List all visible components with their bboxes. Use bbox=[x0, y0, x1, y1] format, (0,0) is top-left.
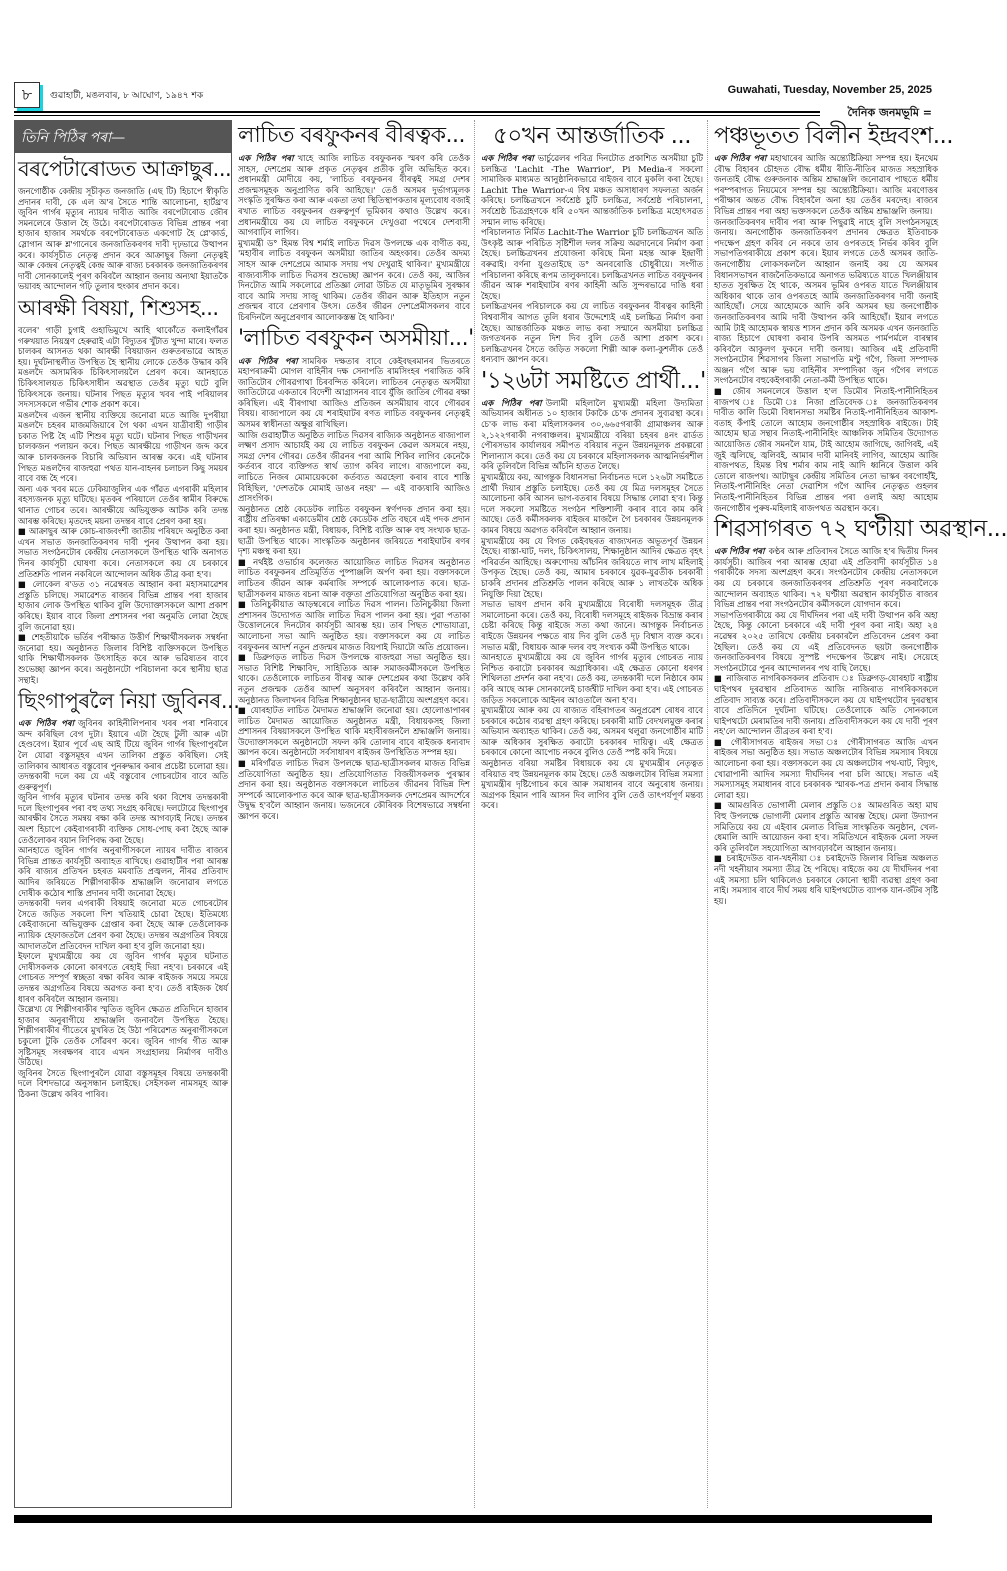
article-headline: বৰপেটাৰোডত আক্ৰাছুৰ... bbox=[18, 157, 232, 181]
article-headline: '১২৬টা সমষ্টিতে প্ৰাৰ্থী...' bbox=[481, 367, 706, 394]
article-paragraph bbox=[18, 845, 228, 898]
article-dateline: এক পিঠিৰ পৰা bbox=[481, 153, 534, 163]
paragraph-text: ■ আমগুৰিত ভোগালী মেলাৰ প্ৰস্তুতি ঃ আমগুৰিত অহা মাঘ বিহু উপলক্ষে ভোগালী মেলাৰ প্ৰস্তুতি আৰম্ভ হৈছে। মেলা উদ্যাপন সমিতিয়ে কয় যে এইবাৰ মেলাত বিভিন্ন সাংস্কৃতিক অনুষ্ঠান, খেল-ধেমালি আদি আয়োজন কৰা হ'ব। সমিতিখনে ৰাইজক মেলা সফল কৰি তুলিবলৈ সহযোগিতা আগবঢ়াবলৈ আহ্বান জনায়। bbox=[714, 800, 938, 853]
paragraph-text: অন্য এক খবৰ মতে ঢেকিয়াজুলিৰ এক গাঁৱত এগৰাকী মহিলাৰ ৰহস্যজনক মৃত্যু ঘটিছে। মৃতকৰ পৰিয়ালে তেওঁৰ স্বামীৰ বিৰুদ্ধে থানাত গোচৰ তৰে। আৰক্ষীয়ে অভিযুক্তক আটক কৰি তদন্ত আৰম্ভ কৰিছে। মৃতদেহ ময়না তদন্তৰ বাবে প্ৰেৰণ কৰা হয়। bbox=[18, 483, 228, 526]
article-paragraph bbox=[18, 526, 228, 579]
paragraph-text: উল্লেখ্য যে শিল্পীগৰাকীৰ স্মৃতিত জুবিন ক্ষেত্ৰত প্ৰতিদিনে হাজাৰ হাজাৰ অনুৰাগীয়ে শ্ৰদ্ধাঞ্জলি জনাবলৈ উপস্থিত হৈছে। শিল্পীগৰাকীৰ গীতেৰে মুখৰিত হৈ উঠা পৰিৱেশত অনুৰাগীসকলে চকুলো টুকি তেওঁক সোঁৱৰণ কৰে। জুবিন গাৰ্গৰ গীত আৰু সৃষ্টিসমূহ সংৰক্ষণৰ বাবে এখন সংগ্ৰহালয় নিৰ্মাণৰ দাবীও উঠিছে। bbox=[18, 1004, 228, 1068]
article-dateline: এক পিঠিৰ পৰা bbox=[18, 718, 75, 729]
article-paragraph bbox=[481, 536, 703, 600]
paragraph-text: ■ গৌৰীসাগৰত ৰাইজৰ সভা ঃ গৌৰীসাগৰত আজি এখন ৰাইজৰ সভা অনুষ্ঠিত হয়। সভাত অঞ্চলটোৰ বিভিন্ন সমস্যাৰ বিষয়ে আলোচনা কৰা হয়। বক্তাসকলে কয় যে অঞ্চলটোৰ পথ-ঘাট, বিদ্যুৎ, খোৱাপানী আদিৰ সমস্যা দীৰ্ঘদিনৰ পৰা চলি আছে। সভাত এই সমস্যাসমূহ সমাধানৰ বাবে চৰকাৰক স্মাৰক-পত্ৰ প্ৰদান কৰাৰ সিদ্ধান্ত লোৱা হয়। bbox=[714, 736, 938, 800]
page-header bbox=[14, 80, 932, 108]
paragraph-text: মুখ্যমন্ত্ৰীয়ে কয়, আগন্তুক বিধানসভা নিৰ্বাচনত দলে ১২৬টা সমষ্টিতে প্ৰাৰ্থী দিয়াৰ প্ৰস্তুতি চলাইছে। তেওঁ কয় যে মিত্ৰ দলসমূহৰ সৈতে আলোচনা কৰি আসন ভাগ-বতৰাৰ বিষয়ে সিদ্ধান্ত লোৱা হ'ব। কিন্তু দলে সকলো সমষ্টিতে সংগঠন শক্তিশালী কৰাৰ বাবে কাম কৰি আছে। তেওঁ কৰ্মীসকলক ৰাইজৰ মাজলৈ গৈ চৰকাৰৰ উন্নয়নমূলক কামৰ বিষয়ে অৱগত কৰিবলৈ আহ্বান জনায়। bbox=[481, 472, 703, 535]
paragraph-text: আনহাতে মুখ্যমন্ত্ৰীয়ে কয় যে জুবিন গাৰ্গৰ মৃত্যুৰ গোচৰত ন্যায় নিশ্চিত কৰাটো চৰকাৰৰ অগ্ৰাধিকাৰ। এই ক্ষেত্ৰত কোনো ধৰণৰ শিথিলতা প্ৰদৰ্শন কৰা নহ'ব। তেওঁ কয়, তদন্তকাৰী দলে নিষ্ঠাৰে কাম কৰি আছে আৰু সোনকালেই চাৰ্জশ্বীট দাখিল কৰা হ'ব। এই গোচৰত জড়িত সকলোকে আইনৰ আওতালৈ অনা হ'ব। bbox=[481, 652, 703, 705]
paragraph-text: জনজাতিকৰণৰ দাবীৰ পৰা আৰু পিছুৱাই নাহে বুলি সংগঠনসমূহে জনায়। অনগোষ্ঠীক জনজাতিকৰণ প্ৰদানৰ ক্ষেত্ৰত ইতিবাচক পদক্ষেপ গ্ৰহণ কৰিব নে নকৰে তাৰ ওপৰতহে নিৰ্ভৰ কৰিব বুলি সভাপতিগৰাকীয়ে প্ৰকাশ কৰে। ইয়াৰ লগতে তেওঁ অসমৰ জাতি-জনগোষ্ঠীয় লোকসকললৈ আহ্বান জনাই কয় যে অসমৰ বিধানসভাখন ৰাজনৈতিকভাৱে অনাগত ভৱিষ্যতে যাতে খিলঞ্জীয়াৰ হাতত সুৰক্ষিত হৈ থাকে, অসমৰ ভূমিৰ ওপৰত যাতে খিলঞ্জীয়াৰ অধিকাৰ থাকে তাৰ ওপৰতহে আমি জনজাতিকৰণৰ দাবী জনাই আহিছোঁ। সেয়ে আহোমকে আদি কৰি অসমৰ ছয় জনগোষ্ঠীক জনজাতিকৰণৰ আমি দাবী উত্থাপন কৰি আহিছোঁ। ইয়াৰ লগতে আমি টাই আহোমক স্বায়ত্ত শাসন প্ৰদান কৰি অসমক এখন জনজাতি ৰাজ্য হিচাপে ঘোষণা কৰাৰ উপৰি অসমত পাৰ্মপৰ্মলে বাৰম্বাৰ কৰিবলৈ আকুলণ ফুকনে দাবী জনায়। আজিৰ এই প্ৰতিবাদী সংগঠনটোৰ শিৱসাগৰ জিলা সভাপতি মণ্টু গগৈ, জিলা সম্পাদক অঞ্জন গগৈ আৰু ভয় বাহিনীৰ সম্পাদিকা জুন গগৈৰ লগতে সংগঠনটোৰ বহুকেইগৰাকী নেতা-কৰ্মী উপস্থিত থাকে। bbox=[714, 216, 938, 386]
article-paragraph bbox=[481, 472, 703, 536]
article-dateline: এক পিঠিৰ পৰা bbox=[714, 546, 765, 557]
article-paragraph bbox=[238, 758, 470, 822]
article-paragraph bbox=[18, 898, 228, 951]
paragraph-text: মহাথাৰেৰ আজি অন্ত্যেষ্টিক্ৰিয়া সম্পন্ন হয়। ইনথেম বৌদ্ধ বিহাৰৰ চৌহদত বৌদ্ধ ধৰ্মীয় ৰীতি-নীতিৰ মাজত সহস্ৰাধিক জনতাই বৌদ্ধ গুৰুজনাক অন্তিম শ্ৰদ্ধাঞ্জলি জনোৱাৰ পাছতে ধৰ্মীয় পৰম্পৰাগত নিয়মেৰে সম্পন্ন হয় অন্ত্যেষ্টিক্ৰিয়া। আজি মৰণোত্তৰ পৰীক্ষাৰ অন্তত বৌদ্ধ বিহাৰলৈ অনা হয় তেওঁৰ মৰদেহ। ৰাজ্যৰ বিভিন্ন প্ৰান্তৰ পৰা অহা ভক্তসকলে তেওঁক অন্তিম শ্ৰদ্ধাঞ্জলি জনায়। bbox=[714, 153, 939, 216]
article-paragraph bbox=[18, 484, 228, 526]
paragraph-text: জুবিনৰ সৈতে ছিংগাপুৰলৈ যোৱা বস্তুসমূহৰ বিষয়ে তদন্তকাৰী দলে বিশদভাৱে অনুসন্ধান চলাইছে। সেইসকল নামসমূহ আৰু ঠিকনা উল্লেখ কৰিব পাৰিব। bbox=[18, 1067, 228, 1099]
paragraph-text: চলচ্চিত্ৰখনৰ পৰিচালকে কয় যে লাচিত বৰফুকনৰ বীৰত্বৰ কাহিনী বিশ্ববাসীৰ আগত তুলি ধৰাৰ উদ্দেশ্যেই এই চলচ্চিত্ৰ নিৰ্মাণ কৰা হৈছে। আন্তৰ্জাতিক মঞ্চত লাভ কৰা সন্মানে অসমীয়া চলচ্চিত্ৰ জগতখনক নতুন দিশ দিব বুলি তেওঁ আশা প্ৰকাশ কৰে। চলচ্চিত্ৰখনৰ সৈতে জড়িত সকলো শিল্পী আৰু কলা-কুশলীক তেওঁ ধন্যবাদ জ্ঞাপন কৰে। bbox=[481, 301, 703, 365]
paragraph-text: উলামী মহিলালৈ মুখ্যমন্ত্ৰী মহিলা উদ্যমিতা অভিযানৰ অধীনত ১০ হাজাৰ টকাকৈ চে'ক প্ৰদানৰ সুব্যৱস্থা কৰে। চে'ক লাভ কৰা মহিলাসকলৰ ৩০,৬৬৫গৰাকী গ্ৰামাঞ্চলৰ আৰু ২,১২২গৰাকী নগৰাঞ্চলৰ। মুখ্যমন্ত্ৰীয়ে বৰিয়া চহৰৰ ৪নং ৱাৰ্ডত পৌৰসভাৰ কাৰ্যালয়ৰ সমীপত বৰিয়াৰ নতুন উন্নয়নমূলক প্ৰকল্পৰো শিলান্যাস কৰে। তেওঁ কয় যে চৰকাৰে মহিলাসকলক আত্মনিৰ্ভৰশীল কৰি তুলিবলৈ বিভিন্ন আঁচনি হাতত লৈছে। bbox=[481, 397, 703, 472]
article-paragraph bbox=[714, 546, 938, 610]
paragraph-text: ইফালে মুখ্যমন্ত্ৰীয়ে কয় যে জুবিন গাৰ্গৰ মৃত্যুৰ ঘটনাত দোষীসকলক কোনো কাৰণতে ৰেহাই দিয়া নহ'ব। চৰকাৰে এই গোচৰত সম্পূৰ্ণ স্বচ্ছতা ৰক্ষা কৰিব আৰু ৰাইজক সময়ে সময়ে তদন্তৰ অগ্ৰগতিৰ বিষয়ে অৱগত কৰা হ'ব। তেওঁ ৰাইজক ধৈৰ্য ধাৰণ কৰিবলৈ আহ্বান জনায়। bbox=[18, 951, 228, 1004]
article-headline: আৰক্ষী বিষয়া, শিশুসহ... bbox=[18, 295, 219, 320]
article-paragraph bbox=[481, 398, 703, 472]
article-paragraph bbox=[714, 853, 938, 906]
article-paragraph bbox=[18, 186, 228, 292]
article bbox=[18, 687, 240, 1099]
paragraph-text: ■ লোকেল ৰ'ডত ৩১ নৱেম্বৰত আহ্বান কৰা মহাসমাৱেশৰ প্ৰস্তুতি চলিছে। সমাৱেশত ৰাজ্যৰ বিভিন্ন প্ৰান্তৰ পৰা হাজাৰ হাজাৰ লোক উপস্থিত থাকিব বুলি উদ্যোক্তাসকলে আশা প্ৰকাশ কৰিছে। ইয়াৰ বাবে জিলা প্ৰশাসনৰ পৰা অনুমতি লোৱা হৈছে বুলি জনোৱা হয়। bbox=[18, 579, 228, 632]
header-rule bbox=[14, 111, 820, 116]
article-paragraph bbox=[238, 599, 470, 652]
article bbox=[18, 294, 228, 685]
article-paragraph bbox=[238, 356, 470, 430]
paragraph-text: অনুষ্ঠানত শ্ৰেষ্ঠ কেডেটক লাচিত বৰফুকন স্বৰ্ণপদক প্ৰদান কৰা হয়। ৰাষ্ট্ৰীয় প্ৰতিৰক্ষা একাডেমীৰ শ্ৰেষ্ঠ কেডেটক প্ৰতি বছৰে এই পদক প্ৰদান কৰা হয়। অনুষ্ঠানত মন্ত্ৰী, বিধায়ক, বিশিষ্ট ব্যক্তি আৰু বহু সংখ্যক ছাত্ৰ-ছাত্ৰী উপস্থিত থাকে। সাংস্কৃতিক অনুষ্ঠানৰ জৰিয়তে শৰাইঘাটৰ ৰণৰ দৃশ্য মঞ্চস্থ কৰা হয়। bbox=[238, 503, 470, 557]
column-3 bbox=[481, 120, 708, 1508]
paragraph-text: অনুষ্ঠানত বৰিয়া সমষ্টিৰ বিধায়কে কয় যে মুখ্যমন্ত্ৰীৰ নেতৃত্বত বৰিয়াত বহু উন্নয়নমূলক কাম হৈছে। তেওঁ অঞ্চলটোৰ বিভিন্ন সমস্যা মুখ্যমন্ত্ৰীৰ দৃষ্টিগোচৰ কৰে আৰু সমাধানৰ বাবে অনুৰোধ জনায়। অগ্ৰপক হিমান পাৰি আসন দিব লাগিব বুলি তেওঁ তাৎপৰ্যপূৰ্ণ মন্তব্য কৰে। bbox=[481, 758, 703, 811]
paragraph-text: ■ জৌৰ সমনলেৰে উত্তাল হ'ল ডিমৌৰ নিতাই-পানীনিহিতৰ ৰাজপথ ঃ ডিমৌ ঃ নিজা প্ৰতিবেদক ঃ জনজাতিকৰণৰ দাবীত কালি ডিমৌ বিধানসভা সমষ্টিৰ নিতাই-পানীনিহিতৰ আকাশ-বতাহ কঁপাই তোলে আহোম জনগোষ্ঠীৰ সহস্ৰাধিক ৰাইজে। টাই আহোম ছাত্ৰ সন্থাৰ নিতাই-পানীনিহিং আঞ্চলিক সমিতিৰ উদ্যোগত আয়োজিত জৌৰ সমনলৈ যাম, টাই আহোম জাগিছে, জাগিবই, এই জুই জ্বলিছে, জ্বলিবই, আমাৰ দাবী মানিবই লাগিব, আহোম আজি ৰাজপথত, হিমন্ত বিশ্ব শৰ্মাৰ কাম নাই আদি ধ্বনিৰে উত্তাল কৰি তোলে ৰাজপথ। আটাছুৰ কেন্দ্ৰীয় সমিতিৰ নেতা ভাস্কৰ বৰগোহাঁই, নিতাই-পানীনিহিং নেতা দেৱাশিস গগৈ আদিৰ নেতৃত্বত গুহলৰ নিতাই-পানীনিহিতৰ বিভিন্ন প্ৰান্তৰ পৰা ওলাই অহা আহোম জনগোষ্ঠীৰ পুৰুষ-মহিলাই ৰাজপথত অৱস্থান কৰে। bbox=[714, 386, 938, 513]
paragraph-text: মুখ্যমন্ত্ৰীয়ে কয় যে বিগত কেইবছৰত ৰাজ্যখনত অভূতপূৰ্ব উন্নয়ন হৈছে। ৰাস্তা-ঘাট, দলং, চিকিৎসালয়, শিক্ষানুষ্ঠান আদিৰ ক্ষেত্ৰত বৃহৎ পৰিৱৰ্তন আহিছে। অৰুণোদয় আঁচনিৰ জৰিয়তে লাখ লাখ মহিলাই উপকৃত হৈছে। তেওঁ কয়, আমাৰ চৰকাৰে যুৱক-যুৱতীক চৰকাৰী চাকৰি প্ৰদানৰ প্ৰতিশ্ৰুতি পালন কৰিছে আৰু ১ লাখতকৈ অধিক নিযুক্তি দিয়া হৈছে। bbox=[481, 535, 703, 599]
article-paragraph bbox=[714, 153, 938, 217]
paragraph-text: ■ চৰাইদেউত বান-খহনীয়া ঃ চৰাইদেউ জিলাৰ বিভিন্ন অঞ্চলত নদী খহনীয়াৰ সমস্যা তীব্ৰ হৈ পৰিছে। ৰাইজে কয় যে দীৰ্ঘদিনৰ পৰা এই সমস্যা চলি থাকিলেও চৰকাৰে কোনো স্থায়ী ব্যৱস্থা গ্ৰহণ কৰা নাই। সমস্যাৰ বাবে দীৰ্ঘ সময় ধৰি ঘাইপথটোত ব্যাপক যান-জঁটৰ সৃষ্টি হয়। bbox=[714, 853, 938, 906]
article-dateline: এক পিঠিৰ পৰা bbox=[238, 355, 298, 366]
column-4 bbox=[714, 120, 1007, 1508]
article-paragraph bbox=[714, 673, 938, 737]
article bbox=[714, 122, 954, 513]
paragraph-text: কণ্ঠৰ আৰু প্ৰতিবাদৰ সৈতে আজি হ'ৰ দ্বিতীয় দিনৰ কাৰ্যসূচী। আজিৰ পৰা আৰম্ভ হোৱা এই প্ৰতিবাদী কাৰ্যসূচীত ১৪ গৰাকীকৈ সদস্য অংশগ্ৰহণ কৰে। সংগঠনটোৰ কেন্দ্ৰীয় নেতাসকলে কয় যে চৰকাৰে জনজাতিকৰণৰ প্ৰতিশ্ৰুতি পূৰণ নকৰালৈকে আন্দোলন অব্যাহত থাকিব। ৭২ ঘণ্টীয়া অৱস্থান কাৰ্যসূচীত ৰাজ্যৰ বিভিন্ন প্ৰান্তৰ পৰা সংগঠনটোৰ কৰ্মীসকলে যোগদান কৰে। bbox=[714, 546, 938, 610]
article-headline: ছিংগাপুৰলৈ নিয়া জুবিনৰ... bbox=[18, 689, 240, 714]
paragraph-text: সামৰিক দক্ষতাৰ বাবে কেইবছৰমানৰ ভিতৰতে মহাপৰাক্ৰমী মোগল বাহিনীৰ দক্ষ সেনাপতি ৰামসিংহৰ পৰাজিত কৰি জাতিটোৰ গৌৰৱগাথা চিৰবন্দিত কৰিলে। লাচিতৰ নেতৃত্বত অসমীয়া জাতিটোৱে একতাৰে বিদেশী আগ্ৰাসনৰ বাবে যুঁজি জাতিৰ গৌৰৱ ৰক্ষা কৰিছিল। এই বীৰগাথা আজিও প্ৰতিজন অসমীয়াৰ বাবে গৌৰৱৰ বিষয়। ৰাজ্যপালে কয় যে শৰাইঘাটৰ ৰণত লাচিত বৰফুকনৰ নেতৃত্বই অসমৰ স্বাধীনতা অক্ষুণ্ণ ৰাখিছিল। bbox=[238, 355, 470, 430]
article-paragraph bbox=[18, 792, 228, 845]
columns bbox=[14, 120, 1007, 1508]
paragraph-text: ■ আক্ৰাছুৰ আৰু কোচ-ৰাজবংশী জাতীয় পৰিষদে অনুষ্ঠিত কৰা এখন সভাত জনজাতিকৰণৰ দাবী পুনৰ উত্থাপন কৰা হয়। সভাত সংগঠনটোৰ কেন্দ্ৰীয় নেতাসকলে উপস্থিত থাকি অনাগত দিনৰ কাৰ্যসূচী ঘোষণা কৰে। নেতাসকলে কয় যে চৰকাৰে প্ৰতিশ্ৰুতি পালন নকৰিলে আন্দোলন অধিক তীব্ৰ কৰা হ'ব। bbox=[18, 526, 228, 579]
page-number: ৮ bbox=[14, 82, 40, 108]
article-headline: লাচিত বৰফুকনৰ বীৰত্বক... bbox=[238, 123, 465, 148]
article-paragraph bbox=[238, 430, 470, 504]
article-paragraph bbox=[18, 951, 228, 1004]
article bbox=[238, 325, 474, 822]
paragraph-text: মুখ্যমন্ত্ৰীয়ে আৰু কয় যে ৰাজ্যত বহিৰাগতৰ অনুপ্ৰৱেশ ৰোধৰ বাবে চৰকাৰে কঠোৰ ব্যৱস্থা গ্ৰহণ কৰিছে। চৰকাৰী মাটি বেদখলমুক্ত কৰাৰ অভিযান অব্যাহত থাকিব। তেওঁ কয়, অসমৰ থলুৱা জনগোষ্ঠীৰ মাটি আৰু অধিকাৰ সুৰক্ষিত কৰাটো চৰকাৰৰ দায়িত্ব। এই ক্ষেত্ৰত চৰকাৰে কোনো আপোচ নকৰে বুলিও তেওঁ স্পষ্ট কৰি দিয়ে। bbox=[481, 705, 703, 758]
paragraph-text: তদন্তকাৰী দলৰ এগৰাকী বিষয়াই জনোৱা মতে গোচৰটোৰ সৈতে জড়িত সকলো দিশ খতিয়াই চোৱা হৈছে। ইতিমধ্যে কেইবাজনো অভিযুক্তক গ্ৰেপ্তাৰ কৰা হৈছে আৰু তেওঁলোকক ন্যায়িক হেফাজতলৈ প্ৰেৰণ কৰা হৈছে। তদন্তৰ অগ্ৰগতিৰ বিষয়ে আদালতলৈ প্ৰতিবেদন দাখিল কৰা হ'ব বুলি জনোৱা হয়। bbox=[18, 898, 228, 951]
article-paragraph bbox=[481, 652, 703, 705]
paragraph-text: মুখ্যমন্ত্ৰী ড° হিমন্ত বিশ্ব শৰ্মাই লাচিত দিৱস উপলক্ষে এক বাণীত কয়, 'মহাবীৰ লাচিত বৰফুকন অসমীয়া জাতিৰ অহংকাৰ। তেওঁৰ অদম্য সাহস আৰু দেশপ্ৰেমে আমাক সদায় পথ দেখুৱাই থাকিব।' মুখ্যমন্ত্ৰীয়ে ৰাজ্যবাসীক লাচিত দিৱসৰ শুভেচ্ছা জ্ঞাপন কৰে। তেওঁ কয়, আজিৰ দিনটোত আমি সকলোৱে প্ৰতিজ্ঞা লোৱা উচিত যে মাতৃভূমিৰ সুৰক্ষাৰ বাবে আমি সদায় সাজু থাকিম। তেওঁৰ জীৱন আৰু ইতিহাস নতুন প্ৰজন্মৰ বাবে প্ৰেৰণাৰ উৎস। তেওঁৰ জীৱন দেশপ্ৰেমীসকলৰ বাবে চিৰদিনলৈ অনুপ্ৰেৰণাৰ আলোকস্তম্ভ হৈ থাকিব।' bbox=[238, 237, 470, 322]
paragraph-text: আজি গুৱাহাটীত অনুষ্ঠিত লাচিত দিৱসৰ ৰাজ্যিক অনুষ্ঠানত ৰাজ্যপাল লক্ষ্মণ প্ৰসাদ আচাৰ্যই কয় যে লাচিত বৰফুকন কেৱল অসমৰে নহয়, সমগ্ৰ দেশৰ গৌৰৱ। তেওঁৰ জীৱনৰ পৰা আমি শিকিব লাগিব কেনেকৈ কৰ্তব্যৰ বাবে ব্যক্তিগত স্বাৰ্থ ত্যাগ কৰিব লাগে। ৰাজ্যপালে কয়, লাচিতে নিজৰ মোমায়েককো কৰ্তব্যত অৱহেলা কৰাৰ বাবে শাস্তি বিহিছিল, 'দেশতকৈ মোমাই ডাঙৰ নহয়' — এই বাক্যষাৰি আজিও প্ৰাসংগিক। bbox=[238, 429, 470, 504]
paragraph-text: ■ নাজিৰাত নাগৰিকসকলৰ প্ৰতিবাদ ঃ ডিব্ৰুগড়-যোৰহাট ৰাষ্ট্ৰীয় ঘাইপথৰ দুৰৱস্থাৰ প্ৰতিবাদত আজি নাজিৰাত নাগৰিকসকলে প্ৰতিবাদ সাব্যস্ত কৰে। প্ৰতিবাদীসকলে কয় যে ঘাইপথটোৰ দুৰৱস্থাৰ বাবে প্ৰতিদিনে দুৰ্ঘটনা ঘটিছে। তেওঁলোকে অতি সোনকালে ঘাইপথটো মেৰামতিৰ দাবী জনায়। প্ৰতিবাদীসকলে কয় যে দাবী পূৰণ নহ'লে আন্দোলন তীব্ৰতৰ কৰা হ'ব। bbox=[714, 673, 938, 737]
article bbox=[714, 515, 1007, 906]
section-label: তিনি পিঠিৰ পৰা— bbox=[15, 123, 231, 153]
paragraph-text: ■ যোৰহাটত লাচিত মৈদামত শ্ৰদ্ধাঞ্জলি জনোৱা হয়। হোলোঙাপাৰৰ লাচিত মৈদামত আয়োজিত অনুষ্ঠানত মন্ত্ৰী, বিধায়কসহ জিলা প্ৰশাসনৰ বিষয়াসকলে উপস্থিত থাকি মহাবীৰজনলৈ শ্ৰদ্ধাঞ্জলি জনায়। উদ্যোক্তাসকলে অনুষ্ঠানটো সফল কৰি তোলাৰ বাবে ৰাইজক ধন্যবাদ জ্ঞাপন কৰে। অনুষ্ঠানটো সৰ্বসাধাৰণ ৰাইজৰ উপস্থিতিত সম্পন্ন হয়। bbox=[238, 705, 470, 758]
article-paragraph bbox=[18, 632, 228, 685]
date-assamese: গুৱাহাটী, মঙলবাৰ, ৮ আঘোণ, ১৯৪৭ শক bbox=[50, 91, 204, 101]
paragraph-text: জুবিন গাৰ্গৰ মৃত্যুৰ ঘটনাৰ তদন্ত কৰি থকা বিশেষ তদন্তকাৰী দলে ছিংগাপুৰৰ পৰা বহু তথ্য সংগ্ৰহ কৰিছে। দলটোৱে ছিংগাপুৰ আৰক্ষীৰ সৈতে সমন্বয় ৰক্ষা কৰি তদন্ত আগবঢ়াই নিছে। তদন্তৰ অংশ হিচাপে কেইবাগৰাকী ব্যক্তিক সোধ-পোছ কৰা হৈছে আৰু তেওঁলোকৰ বয়ান লিপিবদ্ধ কৰা হৈছে। bbox=[18, 792, 228, 845]
paragraph-text: ভাৰ্চুৱেলৰ পবিত্ৰ দিনটোত প্ৰকাশিত অসমীয়া চুটি চলচ্চিত্ৰ 'Lachit -The Warrior', Pi Media-ৰ সকলো সামাজিক মাধ্যমত আনুষ্ঠানিকভাৱে ৰাইজৰ বাবে মুকলি কৰা হৈছে। Lachit The Warrior-এ বিশ্ব মঞ্চত অসাধাৰণ সফলতা অৰ্জন কৰিছে। চলচ্চিত্ৰখনে সৰ্বশ্ৰেষ্ঠ চুটি চলচ্চিত্ৰ, সৰ্বশ্ৰেষ্ঠ পৰিচালনা, সৰ্বশ্ৰেষ্ঠ চিত্ৰগ্ৰহণকে ধৰি ৫০খন আন্তৰ্জাতিক চলচ্চিত্ৰ মহোৎসৱত সন্মান লাভ কৰিছে। bbox=[481, 153, 703, 227]
column-1 bbox=[14, 120, 240, 1508]
column-2 bbox=[238, 120, 475, 1508]
paragraph-text: ■ ডিব্ৰুগড়ত লাচিত দিৱস উপলক্ষে ৰাজহুৱা সভা অনুষ্ঠিত হয়। সভাত বিশিষ্ট শিক্ষাবিদ, সাহিত্যিক আৰু সমাজকৰ্মীসকলে উপস্থিত থাকে। তেওঁলোকে লাচিতৰ বীৰত্ব আৰু দেশপ্ৰেমৰ কথা উল্লেখ কৰি নতুন প্ৰজন্মক তেওঁৰ আদৰ্শ অনুসৰণ কৰিবলৈ আহ্বান জনায়। অনুষ্ঠানত জিলাখনৰ বিভিন্ন শিক্ষানুষ্ঠানৰ ছাত্ৰ-ছাত্ৰীয়ে অংশগ্ৰহণ কৰে। bbox=[238, 652, 470, 705]
article-paragraph bbox=[238, 153, 470, 238]
article-paragraph bbox=[714, 386, 938, 513]
article-paragraph bbox=[238, 557, 470, 599]
paper-name: দৈনিক জনমভূমি = bbox=[844, 104, 932, 123]
paragraph-text: খাহে আজি লাচিত বৰফুকনক স্মৰণ কৰি তেওঁক সাহস, দেশপ্ৰেম আৰু প্ৰকৃত নেতৃত্বৰ প্ৰতীক বুলি অভিহিত কৰে। প্ৰধানমন্ত্ৰী মোদীয়ে কয়, 'লাচিত বৰফুকনৰ বীৰত্বই সমগ্ৰ দেশৰ প্ৰজন্মসমূহক অনুপ্ৰাণিত কৰি আহিছে।' তেওঁ অসমৰ দুৰ্ভাগ্যমূলক সংস্কৃতি সুৰক্ষিত কৰা আৰু একতা তথা স্থিতিস্থাপকতাৰ মূল্যবোধ বজাই ৰখাত লাচিত বৰফুকনৰ গুৰুত্বপূৰ্ণ ভূমিকাৰ কথাও উল্লেখ কৰে। প্ৰধানমন্ত্ৰীয়ে কয় যে লাচিত বৰফুকনে দেখুওৱা পথেৰে দেশবাসী আগবাঢ়িব লাগিব। bbox=[238, 153, 470, 238]
article-paragraph bbox=[238, 652, 470, 705]
paragraph-text: বলেৰ' গাড়ী চুগাই গুহাভিমুখে আহি থাকোঁতে কলাইগাঁৱৰ গৰুখয়াত নিয়ন্ত্ৰণ হেৰুৱাই এটা বিদ্যুতৰ খুঁটাত খুন্দা মাৰে। ফলত চালকৰ আসনত থকা আৰক্ষী বিষয়াজন গুৰুতৰভাৱে আহত হয়। দুৰ্ঘটনাস্থলীত উপস্থিত হৈ স্থানীয় লোকে তেওঁক উদ্ধাৰ কৰি মঙলদৈ অসামৰিক চিকিৎসালয়লৈ প্ৰেৰণ কৰে। আনহাতে চিকিৎসালয়ত চিকিৎসাধীন অৱস্থাত তেওঁৰ মৃত্যু ঘটে বুলি চিকিৎসকে জনায়। ঘটনাৰ পিছত মৃত্যুৰ খবৰ পাই পৰিয়ালৰ সদস্যসকলে গভীৰ শোক প্ৰকাশ কৰে। bbox=[18, 324, 228, 410]
paragraph-text: ■ নৰ্থইষ্ট ওভাৰ্চাৰ কলেজত আয়োজিত লাচিত দিৱসৰ অনুষ্ঠানত লাচিত বৰফুকনৰ প্ৰতিমূৰ্তিত পুষ্পাঞ্জলি অৰ্পণ কৰা হয়। বক্তাসকলে লাচিতৰ জীৱন আৰু কৰ্মৰাজি সম্পৰ্কে আলোকপাত কৰে। ছাত্ৰ-ছাত্ৰীসকলৰ মাজত ৰচনা আৰু বক্তৃতা প্ৰতিযোগিতা অনুষ্ঠিত কৰা হয়। bbox=[238, 556, 470, 599]
article-paragraph bbox=[481, 705, 703, 758]
paragraph-text: ■ মৰিগাঁৱত লাচিত দিৱস উপলক্ষে ছাত্ৰ-ছাত্ৰীসকলৰ মাজত বিভিন্ন প্ৰতিযোগিতা অনুষ্ঠিত হয়। প্ৰতিযোগিতাত বিজয়ীসকলক পুৰস্কাৰ প্ৰদান কৰা হয়। অনুষ্ঠানত বক্তাসকলে লাচিতৰ জীৱনৰ বিভিন্ন দিশ সম্পৰ্কে আলোকপাত কৰে আৰু ছাত্ৰ-ছাত্ৰীসকলক দেশপ্ৰেমৰ আদৰ্শেৰে উদ্বুদ্ধ হ'বলৈ আহ্বান জনায়। ভজনেৰে কৌৰিবক বিশেষভাৱে সম্বৰ্ধনা জ্ঞাপন কৰে। bbox=[238, 758, 470, 822]
article-paragraph bbox=[481, 301, 703, 365]
article-paragraph bbox=[18, 579, 228, 632]
paragraph-text: সভাত ভাষণ প্ৰদান কৰি মুখ্যমন্ত্ৰীয়ে বিৰোধী দলসমূহক তীব্ৰ সমালোচনা কৰে। তেওঁ কয়, বিৰোধী দলসমূহে ৰাইজক বিভ্ৰান্ত কৰাৰ চেষ্টা কৰিছে কিন্তু ৰাইজে সত্য কথা জানে। আগন্তুক নিৰ্বাচনত ৰাইজে উন্নয়নৰ পক্ষতে ৰায় দিব বুলি তেওঁ দৃঢ় বিশ্বাস ব্যক্ত কৰে। সভাত মন্ত্ৰী, বিধায়ক আৰু দলৰ বহু সংখ্যক কৰ্মী উপস্থিত থাকে। bbox=[481, 599, 703, 652]
date-english: Guwahati, Tuesday, November 25, 2025 bbox=[727, 84, 932, 96]
article bbox=[18, 155, 232, 292]
paragraph-text: আনহাতে জুবিন গাৰ্গৰ অনুৰাগীসকলে ন্যায়ৰ দাবীত ৰাজ্যৰ বিভিন্ন প্ৰান্তত কাৰ্যসূচী অব্যাহত ৰাখিছে। গুৱাহাটীৰ পৰা আৰম্ভ কৰি ৰাজ্যৰ প্ৰতিখন চহৰত মমবাতি প্ৰজ্বলন, নীৰৱ প্ৰতিবাদ আদিৰ জৰিয়তে শিল্পীগৰাকীক শ্ৰদ্ধাঞ্জলি জনোৱাৰ লগতে দোষীক কঠোৰ শাস্তি প্ৰদানৰ দাবী জনোৱা হৈছে। bbox=[18, 845, 228, 898]
paragraph-text: মঙলদৈৰ এজন স্থানীয় ব্যক্তিয়ে জনোৱা মতে আজি দুপৰীয়া মঙলদৈ চহৰৰ মাজমজিয়াৰে গৈ থকা এখন যাত্ৰীবাহী গাড়ীৰ চকাত পিষ্ট হৈ এটি শিশুৰ মৃত্যু ঘটে। ঘটনাৰ পিছত গাড়ীখনৰ চালকজন পলায়ন কৰে। পিছত আৰক্ষীয়ে গাড়ীখন জব্দ কৰে আৰু চালকজনক বিচাৰি অভিযান আৰম্ভ কৰে। এই ঘটনাৰ পিছত মঙলদৈৰ ৰাজহুৱা পথত যান-বাহনৰ চলাচল কিছু সময়ৰ বাবে বন্ধ হৈ পৰে। bbox=[18, 409, 228, 484]
article-dateline: এক পিঠিৰ পৰা bbox=[481, 397, 542, 408]
article-headline: পঞ্চভূতত বিলীন ইন্দ্ৰবংশ... bbox=[714, 123, 954, 149]
article-paragraph bbox=[18, 1004, 228, 1068]
article-paragraph bbox=[714, 610, 938, 674]
paragraph-text: ■ শেহতীয়াকৈ ভৰ্তিৰ পৰীক্ষাত উত্তীৰ্ণ শিক্ষাৰ্থীসকলক সম্বৰ্ধনা জনোৱা হয়। অনুষ্ঠানত জিলাৰ বিশিষ্ট ব্যক্তিসকলে উপস্থিত থাকি শিক্ষাৰ্থীসকলক উৎসাহিত কৰে আৰু ভৱিষ্যতৰ বাবে শুভেচ্ছা জ্ঞাপন কৰে। অনুষ্ঠানটো পৰিচালনা কৰে স্থানীয় ছাত্ৰ সন্থাই। bbox=[18, 632, 228, 685]
paragraph-text: জনগোষ্ঠীক কেন্দ্ৰীয় সূচীকৃত জনজাতি (এছ টি) হিচাপে স্বীকৃতি প্ৰদানৰ দাবী, কে এল অ'ৰ সৈতে শান্তি আলোচনা, হাৰ্টথ্ৰ'ব জুবিন গাৰ্গৰ মৃত্যুৰ ন্যায়ৰ দাবীত আজি বৰপেটাৰোড জৌৰ সমনলেৰে উত্তাল হৈ উঠে। বৰপেটাৰোডত বিভিন্ন প্ৰান্তৰ পৰা হাজাৰ হাজাৰ সমৰ্থকে বৰপেটাৰোডত একগোট হৈ প্লে'কাৰ্ড, স্লোগান আৰু শ্ল'গানেৰে জনজাতিকৰণৰ দাবী দৃঢ়ভাৱে উত্থাপন কৰে। কাৰ্যসূচীত নেতৃত্ব প্ৰদান কৰে আক্ৰাছুৰ জিলা নেতৃত্বই আৰু কেন্দ্ৰৰ নেতৃত্বই কেন্দ্ৰ আৰু ৰাজ্য চৰকাৰক জনজাতিকৰণৰ দাবী সোনকালেই পূৰণ কৰিবলৈ আহ্বান জনায় অন্যথা ইয়াতকৈ ভয়াবহ আন্দোলন গঢ়ি তুলাৰ হুংকাৰ প্ৰদান কৰে। bbox=[18, 186, 228, 292]
article-paragraph bbox=[18, 718, 228, 792]
article bbox=[481, 367, 706, 811]
article-paragraph bbox=[481, 599, 703, 652]
article bbox=[481, 122, 703, 365]
article-paragraph bbox=[238, 705, 470, 758]
paragraph-text: সভাপতিগৰাকীয়ে কয় যে দীৰ্ঘদিনৰ পৰা এই দাবী উত্থাপন কৰি অহা হৈছে, কিন্তু কোনো চৰকাৰে এই দাবী পূৰণ কৰা নাই। অহা ২৪ নৱেম্বৰ ২০২৫ তাৰিখে কেন্দ্ৰীয় চৰকাৰলৈ প্ৰতিবেদন প্ৰেৰণ কৰা হৈছিল। তেওঁ কয় যে এই প্ৰতিবেদনত ছয়টা জনগোষ্ঠীক জনজাতিকৰণৰ বিষয়ে সুস্পষ্ট পদক্ষেপৰ উল্লেখ নাই। সেয়েহে সংগঠনটোৱে পুনৰ আন্দোলনৰ পথ বাছি লৈছে। bbox=[714, 609, 938, 673]
article-paragraph bbox=[238, 238, 470, 323]
article-dateline: এক পিঠিৰ পৰা bbox=[714, 153, 767, 163]
article-headline: শিৱসাগৰত ৭২ ঘণ্টীয়া অৱস্থান... bbox=[714, 516, 1007, 543]
article bbox=[238, 122, 470, 323]
article-paragraph bbox=[714, 800, 938, 853]
article-paragraph bbox=[18, 410, 228, 484]
article-paragraph bbox=[18, 1068, 228, 1100]
article-paragraph bbox=[238, 504, 470, 557]
article-dateline: এক পিঠিৰ পৰা bbox=[238, 153, 294, 163]
article-headline: ৫০খন আন্তৰ্জাতিক ... bbox=[492, 123, 692, 149]
article-paragraph bbox=[481, 227, 703, 301]
article-paragraph bbox=[481, 758, 703, 811]
article-paragraph bbox=[714, 737, 938, 801]
article-paragraph bbox=[714, 217, 938, 387]
footer-bar bbox=[14, 1515, 932, 1523]
paragraph-text: ■ তিনিচুকীয়াত আড়ম্বৰেৰে লাচিত দিৱস পালন। তিনিচুকীয়া জিলা প্ৰশাসনৰ উদ্যোগত আজি লাচিত দিৱস পালন কৰা হয়। পুৱা পতাকা উত্তোলনেৰে দিনটোৰ কাৰ্যসূচী আৰম্ভ হয়। তাৰ পিছত শোভাযাত্ৰা, আলোচনা সভা আদি অনুষ্ঠিত হয়। বক্তাসকলে কয় যে লাচিত বৰফুকনৰ আদৰ্শ নতুন প্ৰজন্মৰ মাজত বিয়পাই দিয়াটো অতি প্ৰয়োজন। bbox=[238, 599, 470, 652]
article-headline: 'লাচিত বৰফুকন অসমীয়া...' bbox=[238, 325, 474, 351]
article-paragraph bbox=[18, 325, 228, 410]
paragraph-text: জুবিনৰ কাহিনীলিপনাৰ খবৰ পৰা শনিবাৰে অন্দ কৰিছিল বেগ দুটা। ইয়াৰে এটা হৈছে টুলী আৰু এটা হেণ্ডবেগ। ইয়াৰ পূৰ্বে এছ আই টিয়ে জুবিন গাৰ্গৰ ছিংগাপুৰলৈ লৈ যোৱা বস্তুসমূহৰ এখন তালিকা প্ৰস্তুত কৰিছিল। সেই তালিকাৰ আধাৰত বস্তুবোৰ পুনৰুদ্ধাৰ কৰাৰ প্ৰচেষ্টা চলোৱা হয়। তদন্তকাৰী দলে কয় যে এই বস্তুবোৰ গোচৰটোৰ বাবে অতি গুৰুত্বপূৰ্ণ। bbox=[18, 718, 228, 792]
paragraph-text: পৰিচালনাত নিৰ্মিত Lachit-The Warrior চুটি চলচ্চিত্ৰখন অতি উৎকৃষ্ট আৰু পৰিচিত সৃষ্টিশীল দলৰ সক্ৰিয় অৱদানেৰে নিৰ্মাণ কৰা হৈছে। চলচ্চিত্ৰখনৰ প্ৰযোজনা কৰিছে মিনা মহন্ত আৰু ইন্দ্ৰাণী বৰুৱাই। বৰ্ণনা যুগুতাইছে ড° অনবৰোত্তি চৌধুৰীয়ে। সংগীত পৰিচালনা কৰিছে ৰূপম তালুকদাৰে। চলচ্চিত্ৰখনত লাচিত বৰফুকনৰ জীৱন আৰু শৰাইঘাটৰ ৰণৰ কাহিনী অতি সুন্দৰভাৱে দাঙি ধৰা হৈছে। bbox=[481, 227, 703, 301]
article-paragraph bbox=[481, 153, 703, 227]
